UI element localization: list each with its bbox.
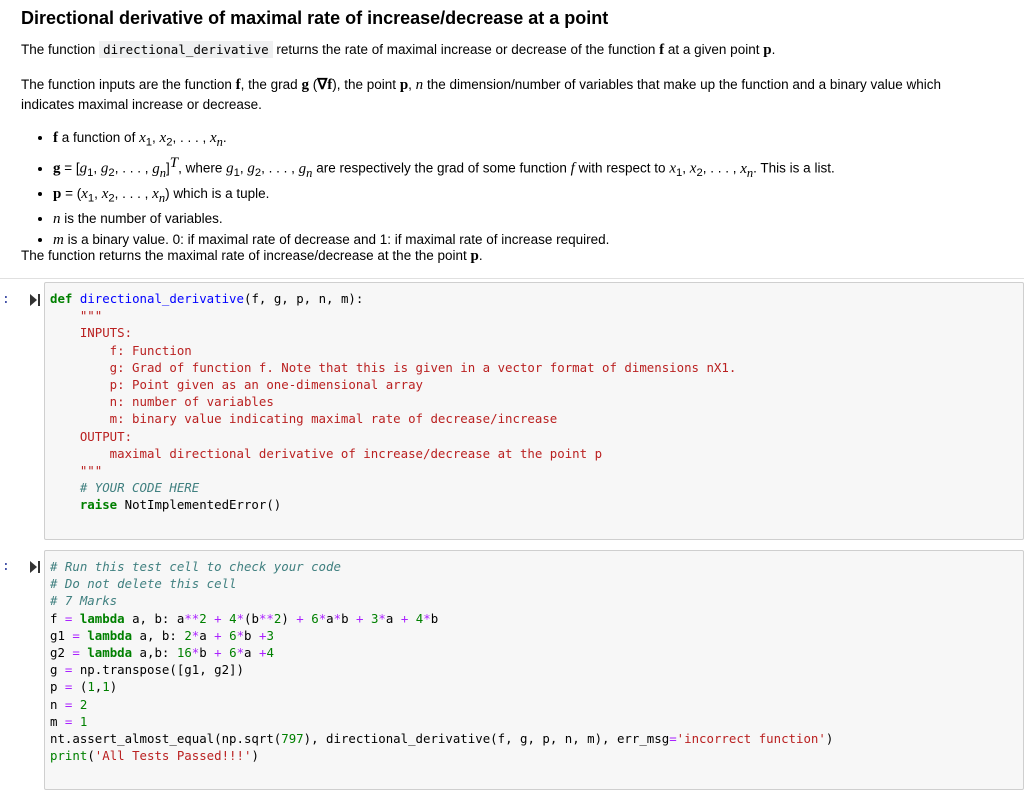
math-f: f (235, 77, 241, 93)
math-g: g (301, 77, 309, 93)
code-cell-solution[interactable] (44, 282, 1024, 540)
math-p: p (763, 42, 772, 58)
cell-prompt: : (2, 292, 10, 307)
text: , the grad (240, 77, 298, 92)
list-item: • $g = [g_1$, $g_2$, . . . , $g_n]^T$, where $g_1$, $g_2$, . . . , $g_n$ are respectively the grad of some function f with respect to $x_1$, $x_2$, . . . , $x_n$. This is a list. (53, 153, 835, 184)
run-cell-icon[interactable] (30, 561, 40, 573)
code-editor[interactable]: def directional_derivative(f, g, p, n, m): """ INPUTS: f: Function g: Grad of function f. Note that this is given in a vector format of dimensions nX1. p: Point given as an one-dimensional array n: number of variables m: binary value indicating maximal rate of decrease/increase OUTPUT: maximal directional derivative of increase/decrease at the point p """ # YOUR CODE HERE raise NotImplementedError() (50, 291, 737, 513)
text: The function returns the maximal rate of increase/decrease at the the point (21, 248, 467, 263)
list-item: • f a function of $x_1$, $x_2$, . . . , $x_n$. (53, 128, 835, 153)
cell-divider (0, 278, 1024, 279)
math-p: p (470, 248, 479, 264)
math-f: f (659, 42, 665, 58)
description-paragraph: The function directional_derivative returns the rate of maximal increase or decrease of the function f at a given point p. (21, 42, 776, 58)
returns-paragraph: The function returns the maximal rate of increase/decrease at the the point p. (21, 248, 483, 264)
run-cell-icon[interactable] (30, 294, 40, 306)
inline-code: directional_derivative (99, 41, 273, 58)
math-p: p (399, 77, 409, 93)
list-item: • m is a binary value. 0: if maximal rate of decrease and 1: if maximal rate of increase required. (53, 230, 835, 251)
inputs-paragraph-line2: indicates maximal increase or decrease. (21, 97, 262, 112)
text: The function inputs are the function (21, 77, 232, 92)
list-item: • $p = (x_1$, $x_2$, . . . , $x_n$) which is a tuple. (53, 184, 835, 209)
code-editor[interactable]: # Run this test cell to check your code # Do not delete this cell # 7 Marks f = lambda a, b: a**2 + 4*(b**2) + 6*a*b + 3*a + 4*b g1 = lambda a, b: 2*a + 6*b +3 g2 = lambda a,b: 16*b + 6*a +4 g = np.transpose([g1, g2]) p = (1,1) n = 2 m = 1 nt.assert_almost_equal(np.sqrt(797), directional_derivative(f, g, p, n, m), err_msg='incorrect function') print('All Tests Passed!!!') (50, 559, 834, 764)
text: returns the rate of maximal increase or decrease of the function (276, 42, 656, 57)
list-item: • n is the number of variables. (53, 209, 835, 230)
code-cell-test[interactable] (44, 550, 1024, 790)
cell-prompt: : (2, 559, 10, 574)
text: The function (21, 42, 96, 57)
text: the dimension/number of variables that make up the function and a binary value which (426, 77, 941, 92)
text: ), the point (332, 77, 397, 92)
math-nabla-f: ∇f (317, 77, 333, 93)
math-n: n (415, 77, 424, 93)
inputs-list (35, 128, 835, 250)
text: at a given point (667, 42, 760, 57)
page-title: Directional derivative of maximal rate of increase/decrease at a point (21, 8, 609, 28)
inputs-paragraph: The function inputs are the function f, the grad g (∇f), the point p, n the dimension/number of variables that make up the function and a binary value which (21, 77, 941, 93)
